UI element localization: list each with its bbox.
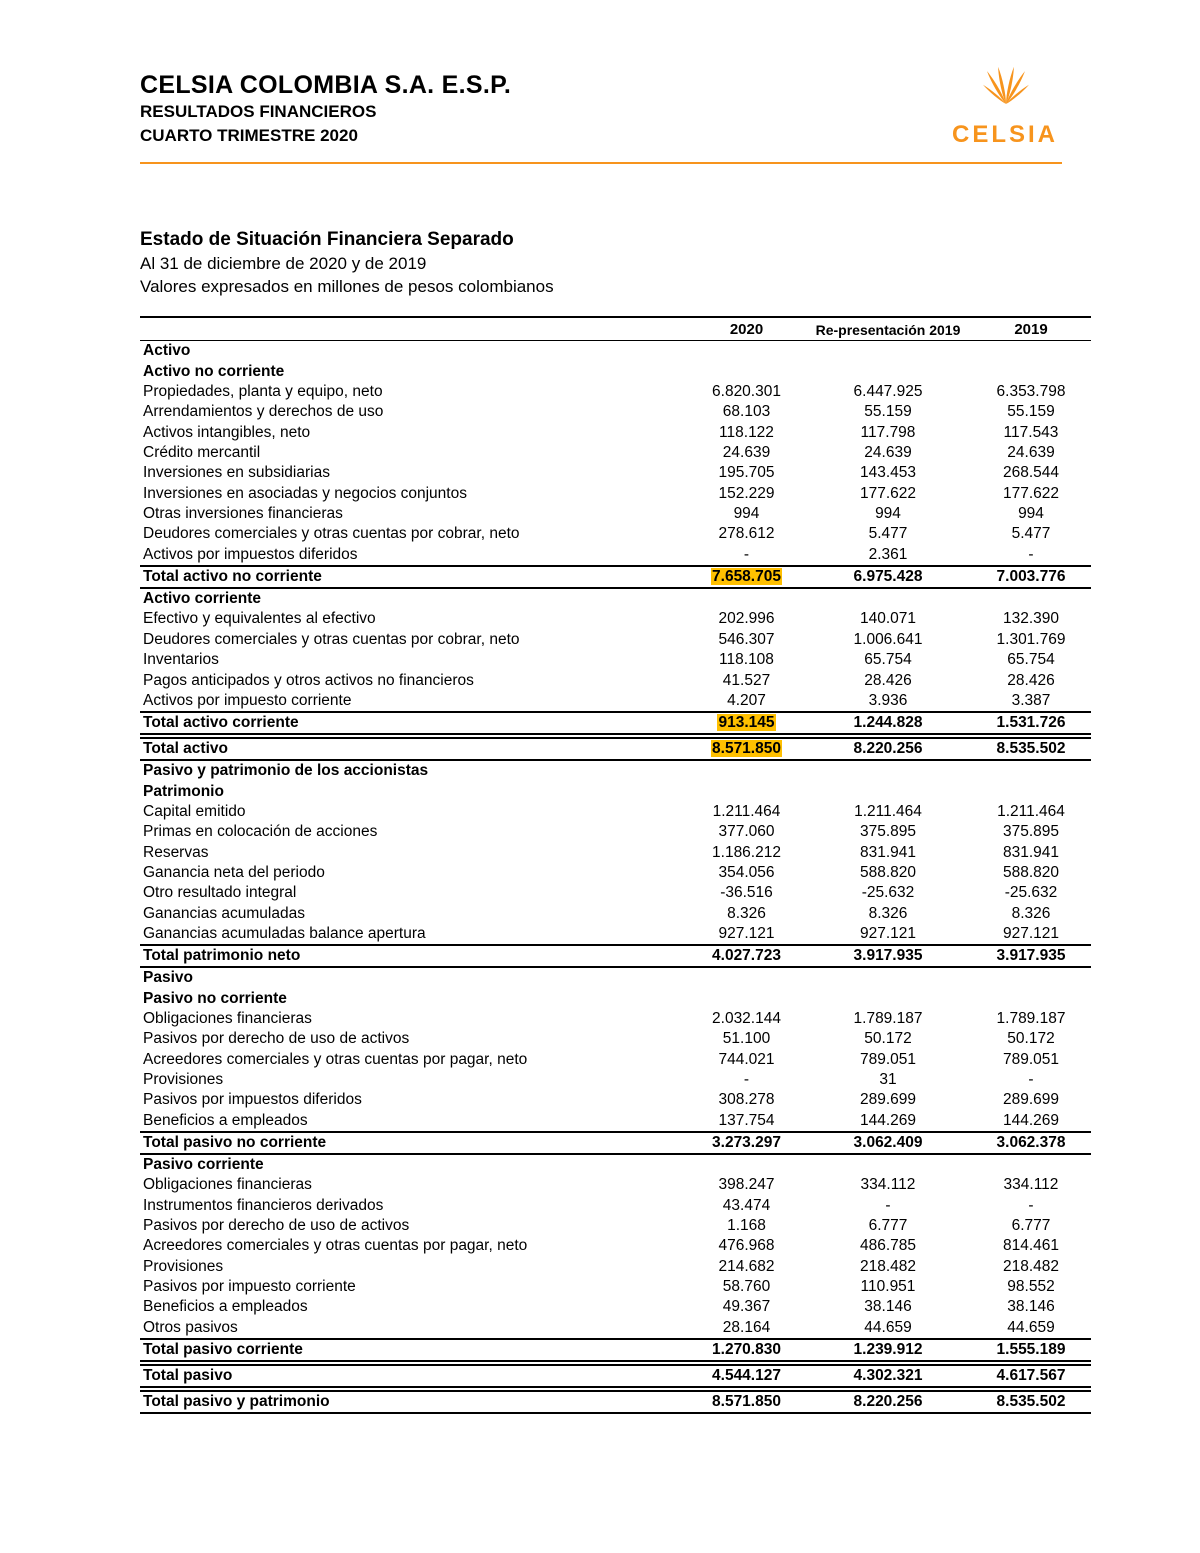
statement-heading xyxy=(140,228,554,298)
row-label: Provisiones xyxy=(143,1257,224,1275)
row-label: Pasivo corriente xyxy=(143,1156,264,1174)
table-row xyxy=(140,883,1091,903)
value-cell-representacion-2019: 55.159 xyxy=(864,403,912,421)
value-cell-representacion-2019: 789.051 xyxy=(859,1050,917,1068)
value-cell-representacion-2019: 28.426 xyxy=(864,671,912,689)
value-cell-representacion-2019: -25.632 xyxy=(861,884,915,902)
row-label: Arrendamientos y derechos de uso xyxy=(143,403,384,421)
value-cell-2020: 1.186.212 xyxy=(712,843,781,861)
value-cell-2019: 98.552 xyxy=(1007,1278,1055,1296)
value-cell-2019 xyxy=(971,988,1091,1008)
value-cell-2019: 588.820 xyxy=(1002,863,1060,881)
section-row xyxy=(140,781,1091,801)
row-label: Inventarios xyxy=(143,651,219,669)
value-cell-representacion-2019: 1.239.912 xyxy=(805,1339,971,1361)
company-name: CELSIA COLOMBIA S.A. E.S.P. xyxy=(140,71,512,99)
value-cell-representacion-2019 xyxy=(805,988,971,1008)
value-cell-representacion-2019: 927.121 xyxy=(859,924,917,942)
value-cell-2020: 546.307 xyxy=(718,630,775,648)
column-header-2020: 2020 xyxy=(688,317,805,341)
table-row xyxy=(140,1049,1091,1069)
value-cell-representacion-2019: 8.326 xyxy=(868,904,908,922)
row-label: Provisiones xyxy=(143,1071,224,1088)
value-cell-representacion-2019: 8.220.256 xyxy=(805,738,971,760)
value-cell-2020: 6.820.301 xyxy=(712,383,781,401)
value-cell-2020: 58.760 xyxy=(722,1278,771,1296)
value-cell-representacion-2019: - xyxy=(885,1196,891,1214)
value-cell-representacion-2019: 31 xyxy=(879,1071,897,1088)
value-cell-representacion-2019: 4.302.321 xyxy=(805,1365,971,1387)
table-row xyxy=(140,1297,1091,1317)
row-label: Pasivo xyxy=(143,969,193,987)
value-cell-2019: 55.159 xyxy=(1007,403,1055,421)
row-label: Obligaciones financieras xyxy=(143,1176,312,1194)
value-cell-representacion-2019: 140.071 xyxy=(859,610,917,628)
value-cell-representacion-2019: 177.622 xyxy=(859,484,917,502)
row-label: Reservas xyxy=(143,843,209,861)
row-label: Patrimonio xyxy=(143,782,224,800)
table-header-row xyxy=(140,317,1091,341)
table-row xyxy=(140,924,1091,945)
section-row xyxy=(140,967,1091,988)
table-row xyxy=(140,422,1091,442)
value-cell-2020: 118.108 xyxy=(719,651,774,669)
value-cell-2019: 38.146 xyxy=(1007,1298,1055,1316)
value-cell-2020: 202.996 xyxy=(718,610,775,628)
value-cell-representacion-2019: 375.895 xyxy=(859,823,917,841)
value-cell-2020: 377.060 xyxy=(718,823,775,841)
row-label: Otro resultado integral xyxy=(143,884,297,902)
value-cell-2020: 1.270.830 xyxy=(688,1339,805,1361)
section-row xyxy=(140,1154,1091,1175)
row-label: Primas en colocación de acciones xyxy=(143,823,378,841)
highlighted-value: 7.658.705 xyxy=(712,567,781,585)
total-row xyxy=(140,1339,1091,1361)
value-cell-2020: 1.211.464 xyxy=(712,802,781,820)
row-label: Total activo xyxy=(140,738,688,760)
value-cell-2019: 44.659 xyxy=(1007,1318,1055,1336)
table-row xyxy=(140,1216,1091,1236)
value-cell-2019 xyxy=(971,361,1091,381)
statement-title: Estado de Situación Financiera Separado xyxy=(140,229,514,250)
value-cell-2019: 1.211.464 xyxy=(997,802,1065,820)
value-cell-representacion-2019 xyxy=(805,760,971,781)
value-cell-representacion-2019: 1.789.187 xyxy=(853,1009,923,1027)
row-label: Capital emitido xyxy=(143,802,246,820)
row-label: Total patrimonio neto xyxy=(140,945,688,967)
table-row xyxy=(140,524,1091,544)
total-row xyxy=(140,566,1091,588)
value-cell-2020: -36.516 xyxy=(720,884,773,902)
value-cell-2019: 8.326 xyxy=(1011,904,1051,922)
table-row xyxy=(140,402,1091,422)
table-row xyxy=(140,1110,1091,1131)
row-label: Crédito mercantil xyxy=(143,444,261,462)
value-cell-representacion-2019 xyxy=(805,588,971,609)
table-row xyxy=(140,670,1091,690)
value-cell-2019: 289.699 xyxy=(1002,1091,1060,1109)
report-type: RESULTADOS FINANCIEROS xyxy=(140,102,377,121)
value-cell-2020: 118.122 xyxy=(719,423,774,441)
value-cell-2019: - xyxy=(1028,1196,1034,1214)
row-label: Ganancias acumuladas xyxy=(143,904,305,922)
value-cell-representacion-2019: 117.798 xyxy=(860,423,916,441)
statement-date: Al 31 de diciembre de 2020 y de 2019 xyxy=(140,254,427,273)
value-cell-2019: - xyxy=(1028,1071,1034,1088)
value-cell-2020: 278.612 xyxy=(718,525,775,543)
header-divider xyxy=(140,162,1062,164)
value-cell-representacion-2019 xyxy=(805,781,971,801)
value-cell-2019: 3.387 xyxy=(1011,691,1051,709)
value-cell-representacion-2019: 6.447.925 xyxy=(853,383,923,401)
value-cell-2019 xyxy=(971,760,1091,781)
value-cell-2020 xyxy=(688,760,805,781)
value-cell-2020: 4.544.127 xyxy=(688,1365,805,1387)
value-cell-2019: 177.622 xyxy=(1002,484,1060,502)
value-cell-representacion-2019: 144.269 xyxy=(859,1111,917,1129)
value-cell-2020: - xyxy=(743,545,750,563)
value-cell-2020 xyxy=(688,781,805,801)
row-label: Activo corriente xyxy=(143,590,262,608)
value-cell-2019: 3.917.935 xyxy=(971,945,1091,967)
value-cell-2020 xyxy=(688,967,805,988)
table-row xyxy=(140,691,1091,712)
table-row xyxy=(140,1090,1091,1110)
value-cell-2019: 375.895 xyxy=(1002,823,1060,841)
value-cell-2020: 68.103 xyxy=(722,403,771,421)
value-cell-2020: 24.639 xyxy=(722,444,771,462)
value-cell-2020 xyxy=(688,738,805,760)
row-label: Propiedades, planta y equipo, neto xyxy=(143,383,383,401)
value-cell-2019: 7.003.776 xyxy=(971,566,1091,588)
value-cell-2020: - xyxy=(743,1071,750,1088)
value-cell-2019: 144.269 xyxy=(1002,1111,1060,1129)
table-row xyxy=(140,842,1091,862)
row-label: Otros pasivos xyxy=(143,1318,238,1336)
row-label: Pasivo no corriente xyxy=(143,989,287,1007)
table-row xyxy=(140,629,1091,649)
value-cell-2020: 51.100 xyxy=(722,1030,771,1048)
table-row xyxy=(140,504,1091,524)
row-label: Total pasivo no corriente xyxy=(140,1132,688,1154)
table-row xyxy=(140,863,1091,883)
balance-sheet-table xyxy=(140,316,1091,1414)
value-cell-2020: 3.273.297 xyxy=(688,1132,805,1154)
value-cell-2020 xyxy=(688,588,805,609)
value-cell-2020: 49.367 xyxy=(722,1298,771,1316)
value-cell-2020: 398.247 xyxy=(718,1176,775,1194)
report-header xyxy=(140,70,511,148)
row-label: Beneficios a empleados xyxy=(143,1298,308,1316)
statement-units: Valores expresados en millones de pesos colombianos xyxy=(140,277,554,296)
value-cell-2019: 268.544 xyxy=(1002,464,1060,482)
total-row xyxy=(140,1391,1091,1413)
value-cell-representacion-2019: 5.477 xyxy=(868,525,908,543)
value-cell-2019: 8.535.502 xyxy=(971,1391,1091,1413)
table-row xyxy=(140,1277,1091,1297)
value-cell-representacion-2019: 6.975.428 xyxy=(805,566,971,588)
value-cell-2020: 214.682 xyxy=(718,1257,775,1275)
value-cell-2020: 195.705 xyxy=(718,464,775,482)
row-label: Inversiones en asociadas y negocios conjuntos xyxy=(143,484,467,502)
row-label: Acreedores comerciales y otras cuentas por pagar, neto xyxy=(143,1050,528,1068)
value-cell-2019: 927.121 xyxy=(1002,924,1060,942)
value-cell-2020: 8.571.850 xyxy=(688,1391,805,1413)
row-label: Pasivo y patrimonio de los accionistas xyxy=(143,762,429,780)
value-cell-2020 xyxy=(688,712,805,734)
report-period: CUARTO TRIMESTRE 2020 xyxy=(140,126,358,145)
header-label-cell xyxy=(140,317,688,341)
row-label: Activo xyxy=(143,342,191,360)
value-cell-representacion-2019 xyxy=(805,967,971,988)
value-cell-2020: 152.229 xyxy=(718,484,775,502)
value-cell-2019: 28.426 xyxy=(1007,671,1055,689)
sunburst-icon xyxy=(982,67,1029,105)
value-cell-2020: 137.754 xyxy=(718,1111,775,1129)
value-cell-2020: 43.474 xyxy=(722,1196,771,1214)
value-cell-2019: 814.461 xyxy=(1002,1237,1060,1255)
value-cell-2020: 476.968 xyxy=(718,1237,775,1255)
value-cell-representacion-2019: 994 xyxy=(875,505,901,523)
value-cell-representacion-2019: 38.146 xyxy=(864,1298,912,1316)
row-label: Deudores comerciales y otras cuentas por cobrar, neto xyxy=(143,630,520,648)
value-cell-2020: 354.056 xyxy=(718,863,775,881)
value-cell-2019: 132.390 xyxy=(1002,610,1060,628)
value-cell-representacion-2019: 3.936 xyxy=(868,691,908,709)
table-row xyxy=(140,609,1091,629)
table-row xyxy=(140,822,1091,842)
table-row xyxy=(140,1195,1091,1215)
row-label: Obligaciones financieras xyxy=(143,1009,312,1027)
table-row xyxy=(140,1175,1091,1195)
table-row xyxy=(140,650,1091,670)
row-label: Total pasivo y patrimonio xyxy=(140,1391,688,1413)
section-row xyxy=(140,341,1091,362)
value-cell-representacion-2019: 3.917.935 xyxy=(805,945,971,967)
row-label: Beneficios a empleados xyxy=(143,1111,308,1129)
row-label: Total pasivo corriente xyxy=(140,1339,688,1361)
column-header-representacion-2019: Re-presentación 2019 xyxy=(805,317,971,341)
logo-wordmark: CELSIA xyxy=(951,121,1059,148)
value-cell-2020: 2.032.144 xyxy=(712,1009,781,1027)
value-cell-2019: 1.531.726 xyxy=(971,712,1091,734)
table-row xyxy=(140,544,1091,565)
value-cell-2020: 28.164 xyxy=(722,1318,771,1336)
value-cell-2020: 927.121 xyxy=(718,924,775,942)
value-cell-2020: 8.326 xyxy=(727,904,766,922)
section-row xyxy=(140,760,1091,781)
table-row xyxy=(140,1009,1091,1029)
total-row xyxy=(140,1365,1091,1387)
value-cell-2020: 4.027.723 xyxy=(688,945,805,967)
row-label: Ganancia neta del periodo xyxy=(143,863,325,881)
table-body xyxy=(140,341,1091,1413)
row-label: Acreedores comerciales y otras cuentas por pagar, neto xyxy=(143,1237,528,1255)
value-cell-2020 xyxy=(688,988,805,1008)
row-label: Activos por impuestos diferidos xyxy=(143,545,358,563)
value-cell-representacion-2019: 1.244.828 xyxy=(805,712,971,734)
value-cell-2019: 5.477 xyxy=(1011,525,1051,543)
table-row xyxy=(140,903,1091,923)
value-cell-2019 xyxy=(971,781,1091,801)
section-row xyxy=(140,588,1091,609)
value-cell-2019: 1.301.769 xyxy=(996,630,1066,648)
highlighted-value: 913.145 xyxy=(718,713,775,731)
value-cell-representacion-2019: 143.453 xyxy=(859,464,917,482)
table-row xyxy=(140,802,1091,822)
table-row xyxy=(140,443,1091,463)
row-label: Pasivos por impuesto corriente xyxy=(143,1278,356,1296)
value-cell-2019: -25.632 xyxy=(1004,884,1058,902)
value-cell-representacion-2019 xyxy=(805,361,971,381)
section-row xyxy=(140,361,1091,381)
value-cell-representacion-2019: 24.639 xyxy=(864,444,912,462)
value-cell-2019: 24.639 xyxy=(1007,444,1055,462)
value-cell-representacion-2019: 50.172 xyxy=(864,1030,912,1048)
value-cell-representacion-2019: 8.220.256 xyxy=(805,1391,971,1413)
table-row xyxy=(140,1256,1091,1276)
value-cell-2019: 218.482 xyxy=(1002,1257,1060,1275)
value-cell-representacion-2019: 3.062.409 xyxy=(805,1132,971,1154)
value-cell-2019: 1.555.189 xyxy=(971,1339,1091,1361)
value-cell-representacion-2019: 218.482 xyxy=(859,1257,917,1275)
value-cell-2019: 6.777 xyxy=(1011,1217,1051,1235)
row-label: Activos por impuesto corriente xyxy=(143,691,352,709)
table-row xyxy=(140,1236,1091,1256)
value-cell-2019: 117.543 xyxy=(1003,423,1059,441)
table-row xyxy=(140,1029,1091,1049)
row-label: Pagos anticipados y otros activos no financieros xyxy=(143,671,474,689)
value-cell-representacion-2019: 289.699 xyxy=(859,1091,917,1109)
value-cell-2019: 3.062.378 xyxy=(971,1132,1091,1154)
total-row xyxy=(140,1132,1091,1154)
value-cell-2019: 334.112 xyxy=(1003,1176,1059,1194)
value-cell-representacion-2019: 110.951 xyxy=(860,1278,916,1296)
row-label: Otras inversiones financieras xyxy=(143,505,343,523)
row-label: Instrumentos financieros derivados xyxy=(143,1196,384,1214)
row-label: Activos intangibles, neto xyxy=(143,423,311,441)
value-cell-2019 xyxy=(971,967,1091,988)
value-cell-2020: 744.021 xyxy=(718,1050,775,1068)
value-cell-2019: 831.941 xyxy=(1002,843,1060,861)
value-cell-2019 xyxy=(971,1154,1091,1175)
value-cell-2020 xyxy=(688,341,805,362)
table-row xyxy=(140,483,1091,503)
celsia-logo xyxy=(930,60,1080,150)
value-cell-2020 xyxy=(688,361,805,381)
row-label: Total pasivo xyxy=(140,1365,688,1387)
value-cell-representacion-2019 xyxy=(805,341,971,362)
table-row xyxy=(140,382,1091,402)
value-cell-representacion-2019: 1.006.641 xyxy=(853,630,923,648)
row-label: Inversiones en subsidiarias xyxy=(143,464,330,482)
table-row xyxy=(140,463,1091,483)
row-label: Pasivos por derecho de uso de activos xyxy=(143,1030,410,1048)
value-cell-representacion-2019: 2.361 xyxy=(868,545,908,563)
value-cell-2020: 4.207 xyxy=(727,691,766,709)
value-cell-2019: 4.617.567 xyxy=(971,1365,1091,1387)
value-cell-representacion-2019: 831.941 xyxy=(859,843,917,861)
value-cell-2020: 994 xyxy=(733,505,760,523)
value-cell-2020: 308.278 xyxy=(718,1091,775,1109)
value-cell-2019: 994 xyxy=(1018,505,1044,523)
table-row xyxy=(140,1070,1091,1090)
row-label: Pasivos por derecho de uso de activos xyxy=(143,1217,410,1235)
value-cell-representacion-2019: 588.820 xyxy=(859,863,917,881)
value-cell-2020: 41.527 xyxy=(722,671,771,689)
row-label: Pasivos por impuestos diferidos xyxy=(143,1091,362,1109)
value-cell-2020 xyxy=(688,566,805,588)
value-cell-representacion-2019: 334.112 xyxy=(860,1176,916,1194)
value-cell-2019: 789.051 xyxy=(1002,1050,1060,1068)
row-label: Deudores comerciales y otras cuentas por cobrar, neto xyxy=(143,525,520,543)
value-cell-representacion-2019: 65.754 xyxy=(864,651,912,669)
value-cell-2019: 6.353.798 xyxy=(996,383,1066,401)
row-label: Activo no corriente xyxy=(143,362,285,380)
highlighted-value: 8.571.850 xyxy=(712,739,781,757)
total-row xyxy=(140,738,1091,760)
value-cell-representacion-2019: 486.785 xyxy=(859,1237,917,1255)
value-cell-representacion-2019: 1.211.464 xyxy=(854,802,922,820)
value-cell-representacion-2019 xyxy=(805,1154,971,1175)
row-label: Efectivo y equivalentes al efectivo xyxy=(143,610,376,628)
value-cell-2019: - xyxy=(1028,545,1034,563)
row-label: Total activo no corriente xyxy=(140,566,688,588)
row-label: Ganancias acumuladas balance apertura xyxy=(143,924,426,942)
value-cell-2020 xyxy=(688,1154,805,1175)
value-cell-2019: 1.789.187 xyxy=(996,1009,1066,1027)
column-header-2019: 2019 xyxy=(971,317,1091,341)
value-cell-2019: 65.754 xyxy=(1007,651,1055,669)
table-row xyxy=(140,1317,1091,1338)
value-cell-2020: 1.168 xyxy=(727,1217,766,1235)
row-label: Total activo corriente xyxy=(140,712,688,734)
value-cell-2019: 8.535.502 xyxy=(971,738,1091,760)
value-cell-representacion-2019: 44.659 xyxy=(864,1318,912,1336)
total-row xyxy=(140,712,1091,734)
value-cell-2019: 50.172 xyxy=(1007,1030,1055,1048)
value-cell-2019 xyxy=(971,588,1091,609)
section-row xyxy=(140,988,1091,1008)
value-cell-2019 xyxy=(971,341,1091,362)
balance-sheet xyxy=(140,316,1091,1414)
value-cell-representacion-2019: 6.777 xyxy=(868,1217,908,1235)
total-row xyxy=(140,945,1091,967)
